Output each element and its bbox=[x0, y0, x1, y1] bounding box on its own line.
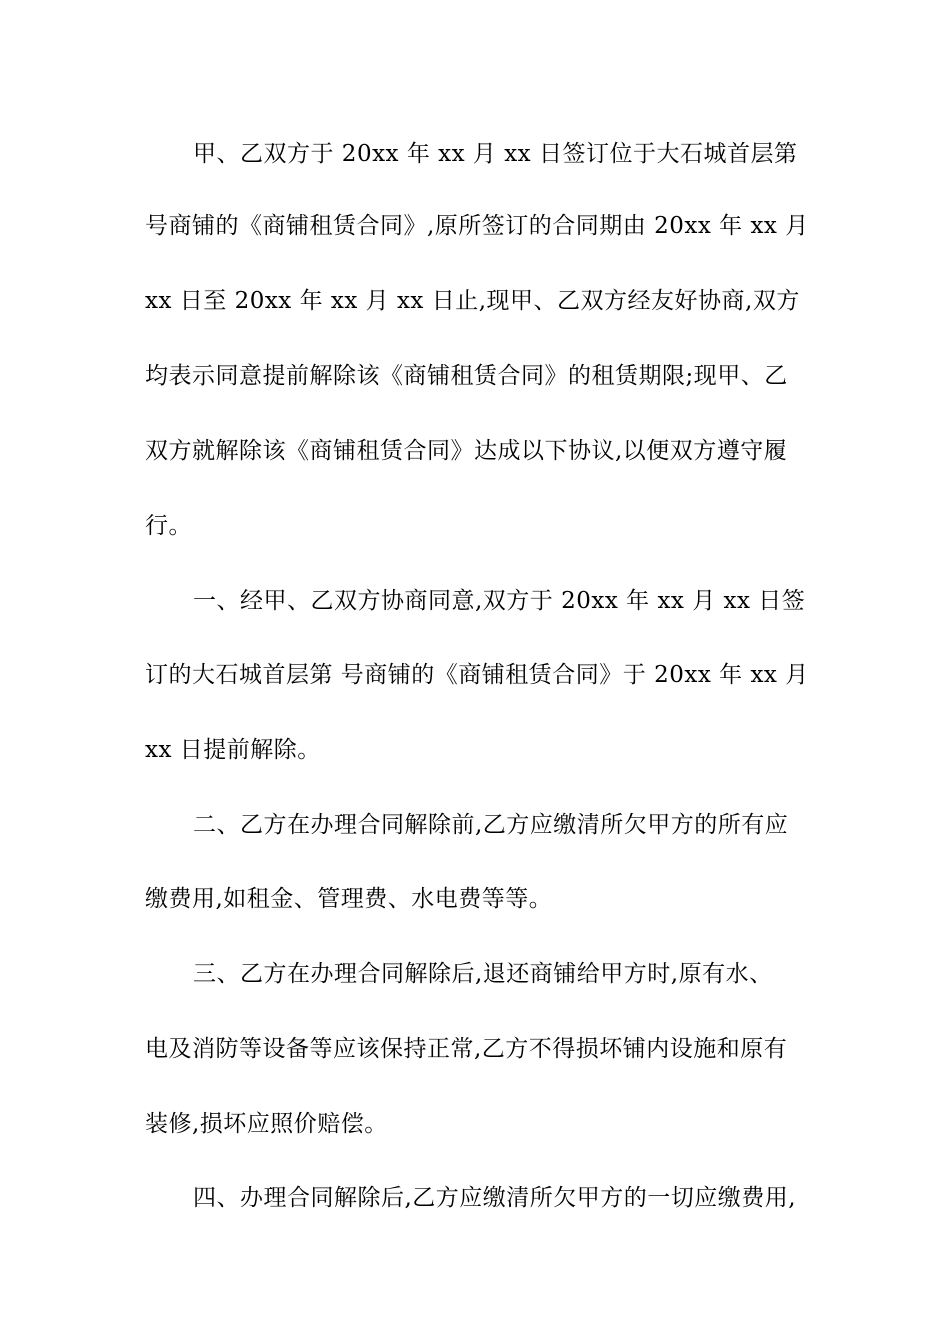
text-line: 号商铺的《商铺租赁合同》,原所签订的合同期由 20xx 年 xx 月 bbox=[145, 213, 809, 239]
text-line: 四、办理合同解除后,乙方应缴清所欠甲方的一切应缴费用, bbox=[193, 1185, 797, 1211]
text-line: 缴费用,如租金、管理费、水电费等等。 bbox=[145, 886, 553, 912]
text-line: xx 日提前解除。 bbox=[145, 737, 321, 763]
text-line: 双方就解除该《商铺租赁合同》达成以下协议,以便双方遵守履 bbox=[145, 438, 788, 464]
text-line: 二、乙方在办理合同解除前,乙方应缴清所欠甲方的所有应 bbox=[193, 812, 789, 838]
text-line: 订的大石城首层第 号商铺的《商铺租赁合同》于 20xx 年 xx 月 bbox=[145, 662, 809, 688]
text-line: 均表示同意提前解除该《商铺租赁合同》的租赁期限;现甲、乙 bbox=[145, 363, 788, 389]
text-line: 三、乙方在办理合同解除后,退还商铺给甲方时,原有水、 bbox=[193, 961, 773, 987]
text-line: xx 日至 20xx 年 xx 月 xx 日止,现甲、乙双方经友好协商,双方 bbox=[145, 288, 800, 314]
text-line: 装修,损坏应照价赔偿。 bbox=[145, 1111, 388, 1137]
text-line: 行。 bbox=[145, 513, 192, 539]
text-line: 甲、乙双方于 20xx 年 xx 月 xx 日签订位于大石城首层第 bbox=[193, 141, 798, 167]
text-line: 一、经甲、乙双方协商同意,双方于 20xx 年 xx 月 xx 日签 bbox=[193, 588, 806, 614]
text-line: 电及消防等设备等应该保持正常,乙方不得损坏铺内设施和原有 bbox=[145, 1036, 788, 1062]
